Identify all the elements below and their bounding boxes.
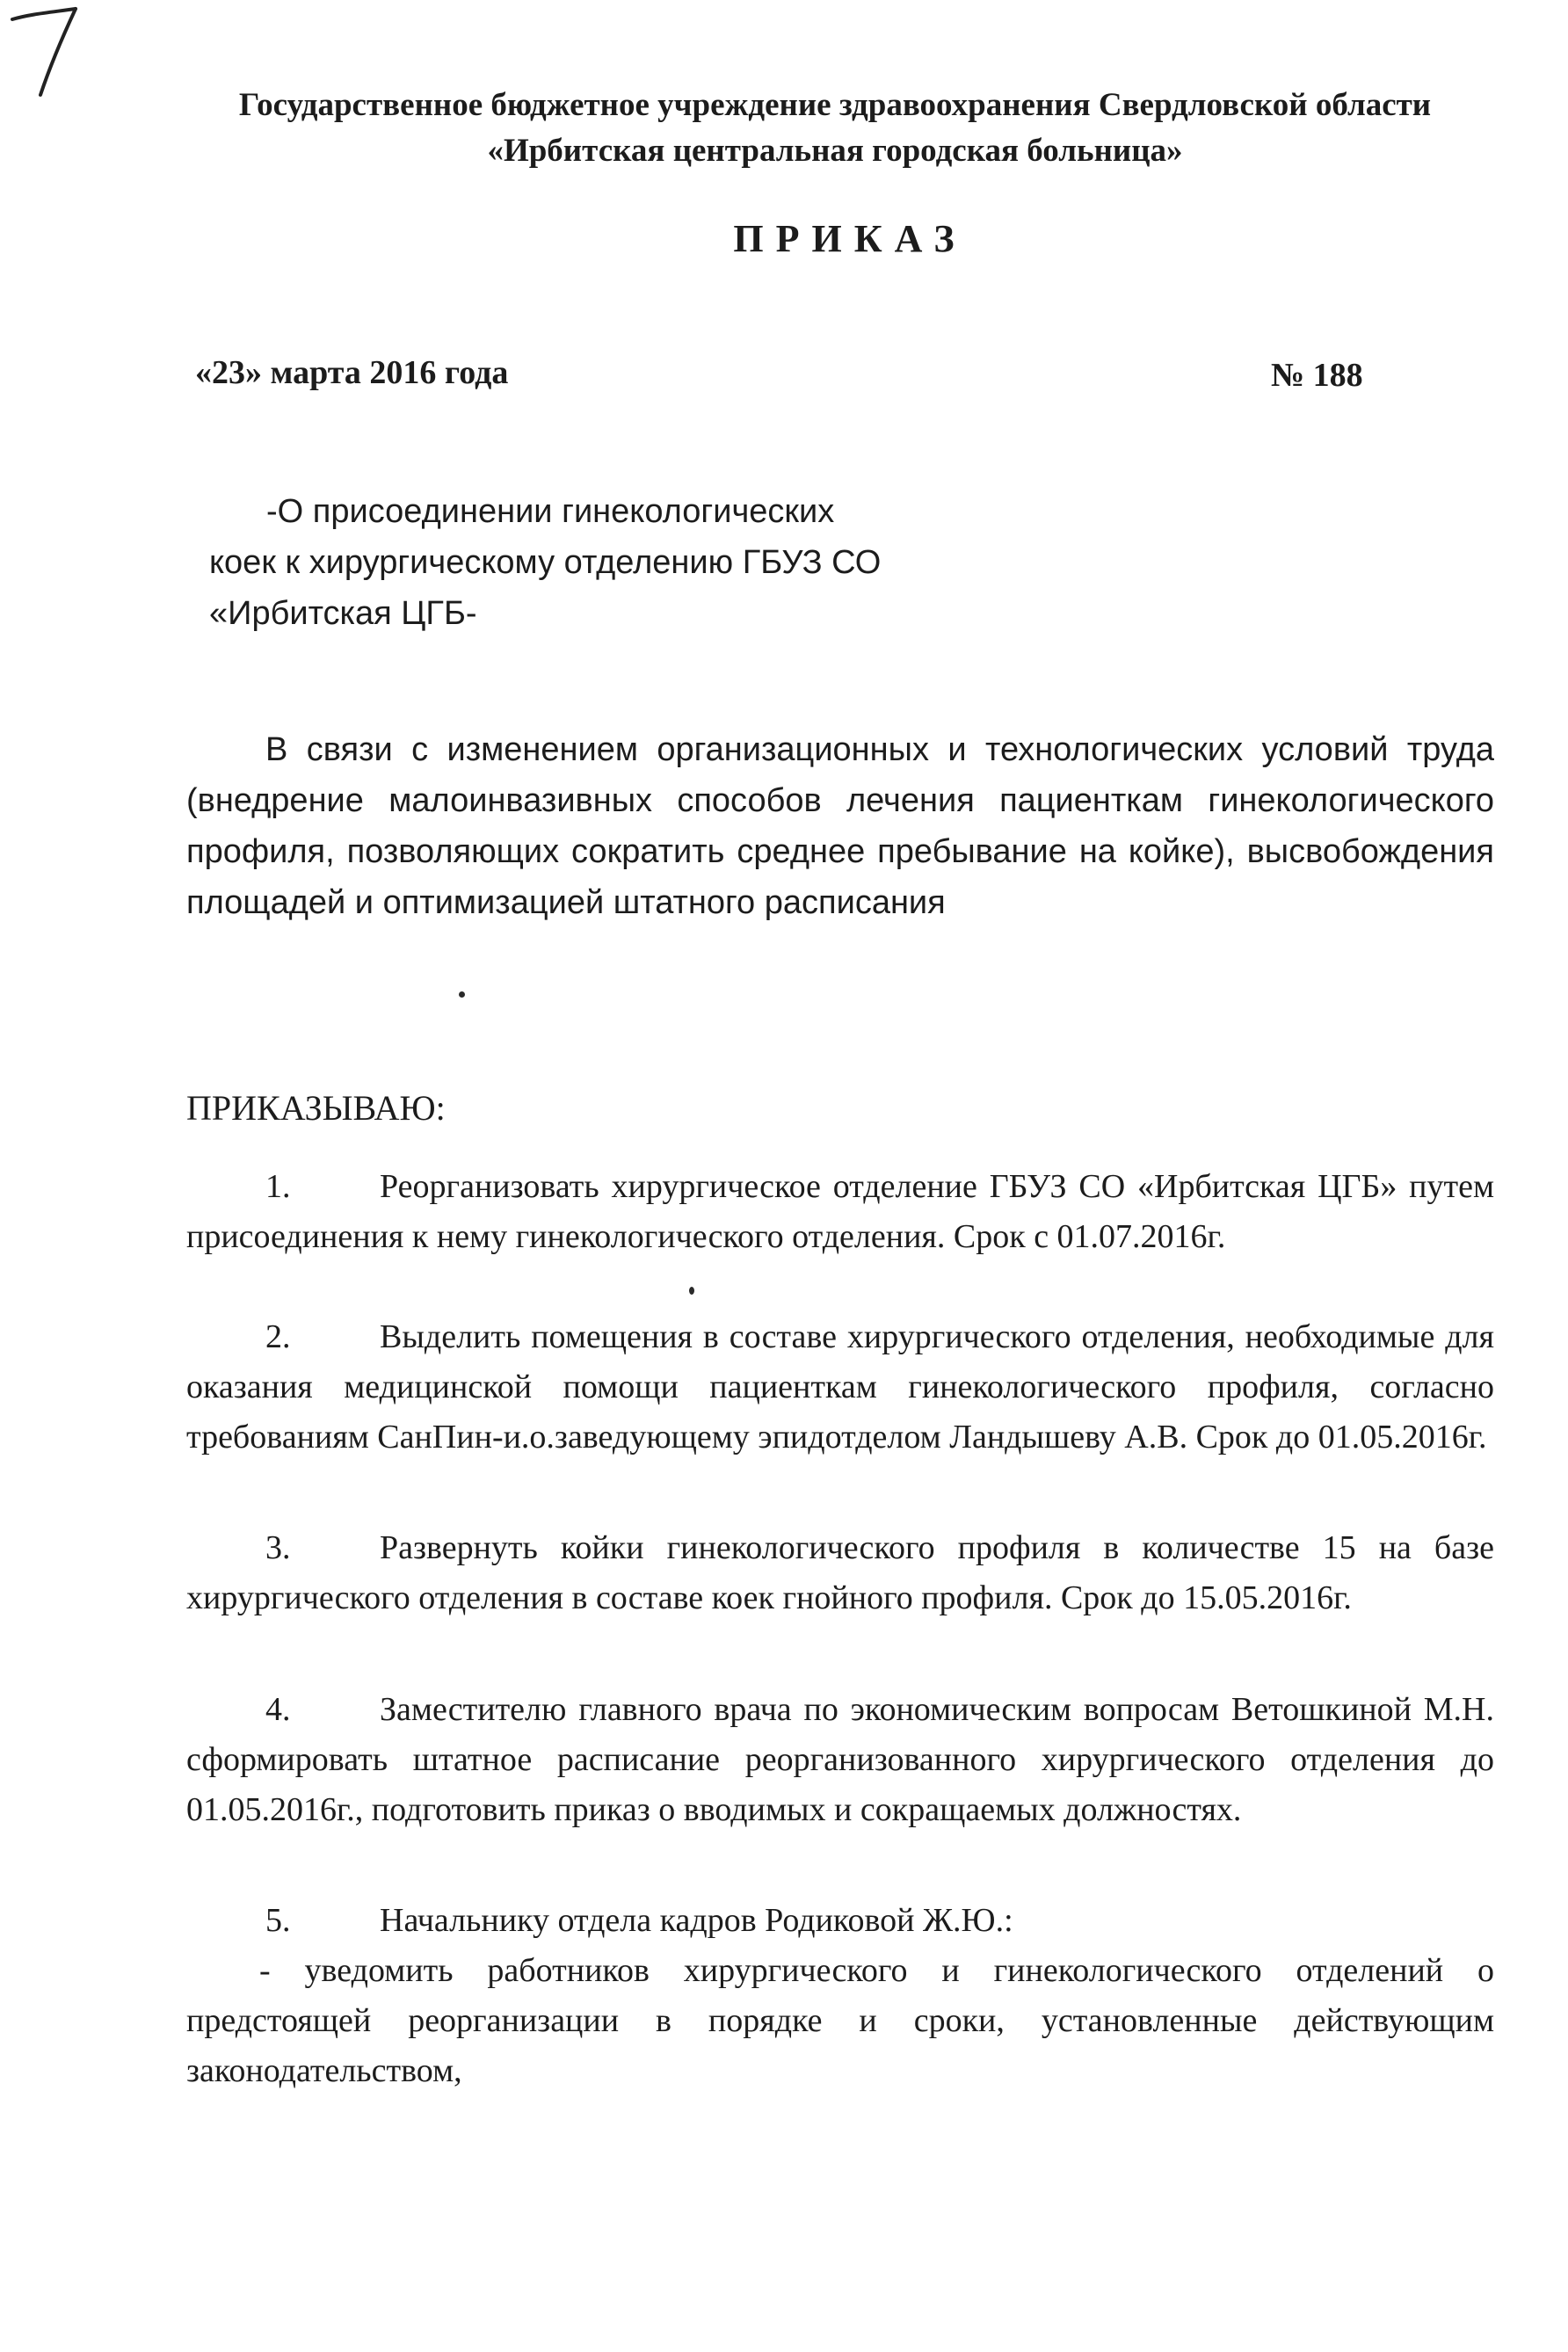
order-item <box>186 1312 1494 1463</box>
order-item <box>186 1523 1494 1623</box>
order-item-number: 2. <box>265 1318 291 1355</box>
subject-line-2: коек к хирургическому отделению ГБУЗ СО <box>209 544 882 581</box>
order-item-text: Развернуть койки гинекологического профиля в количестве 15 на базе хирургического отделения в составе коек гнойного профиля. Срок до 15.05.2016г. <box>186 1529 1494 1616</box>
document-date: «23» марта 2016 года <box>195 354 509 391</box>
order-item-number: 1. <box>265 1168 291 1205</box>
order-item <box>186 1685 1494 1835</box>
subject-line-3: «Ирбитская ЦГБ- <box>209 595 477 632</box>
scan-speck <box>459 991 465 998</box>
order-sub-item: - уведомить работников хирургического и гинекологического отделений о предстоящей реорганизации в порядке и сроки, установленные действующим законодательством, <box>186 1952 1494 2089</box>
order-item-number: 3. <box>265 1529 291 1566</box>
document-number: № 188 <box>1271 357 1363 394</box>
document-title: ПРИКАЗ <box>733 217 967 260</box>
document-subject <box>209 486 881 639</box>
order-item <box>186 1896 1494 1946</box>
handwritten-page-number <box>5 0 84 98</box>
header-line-2: «Ирбитская центральная городская больница» <box>487 133 1183 169</box>
order-item-number: 4. <box>265 1691 291 1728</box>
header-line-1: Государственное бюджетное учреждение здравоохранения Свердловской области <box>238 87 1432 123</box>
handwritten-seven-icon <box>5 0 84 98</box>
order-word: ПРИКАЗЫВАЮ: <box>186 1088 446 1128</box>
order-item-text: Заместителю главного врача по экономическим вопросам Ветошкиной М.Н. сформировать штатное расписание реорганизованного хирургического отделения до 01.05.2016г., подготовить приказ о вводимых и сокращаемых должностях. <box>186 1691 1494 1828</box>
order-item-text: Начальнику отдела кадров Родиковой Ж.Ю.: <box>380 1902 1013 1939</box>
scan-speck <box>689 1287 694 1295</box>
order-item-text: Выделить помещения в составе хирургического отделения, необходимые для оказания медицинской помощи пациенткам гинекологического профиля, согласно требованиям СанПин-и.о.заведующему эпидотделом Ландышеву А.В. Срок до 01.05.2016г. <box>186 1318 1494 1455</box>
subject-line-1: -О присоединении гинекологических <box>266 493 835 530</box>
order-item-number: 5. <box>265 1902 291 1939</box>
order-item-text: Реорганизовать хирургическое отделение ГБУЗ СО «Ирбитская ЦГБ» путем присоединения к нему гинекологического отделения. Срок с 01.07.2016г. <box>186 1168 1494 1255</box>
preamble-paragraph: В связи с изменением организационных и технологических условий труда (внедрение малоинвазивных способов лечения пациенткам гинекологического профиля, позволяющих сократить среднее пребывание на койке), высвобождения площадей и оптимизацией штатного расписания <box>186 731 1494 921</box>
order-item <box>186 1162 1494 1262</box>
